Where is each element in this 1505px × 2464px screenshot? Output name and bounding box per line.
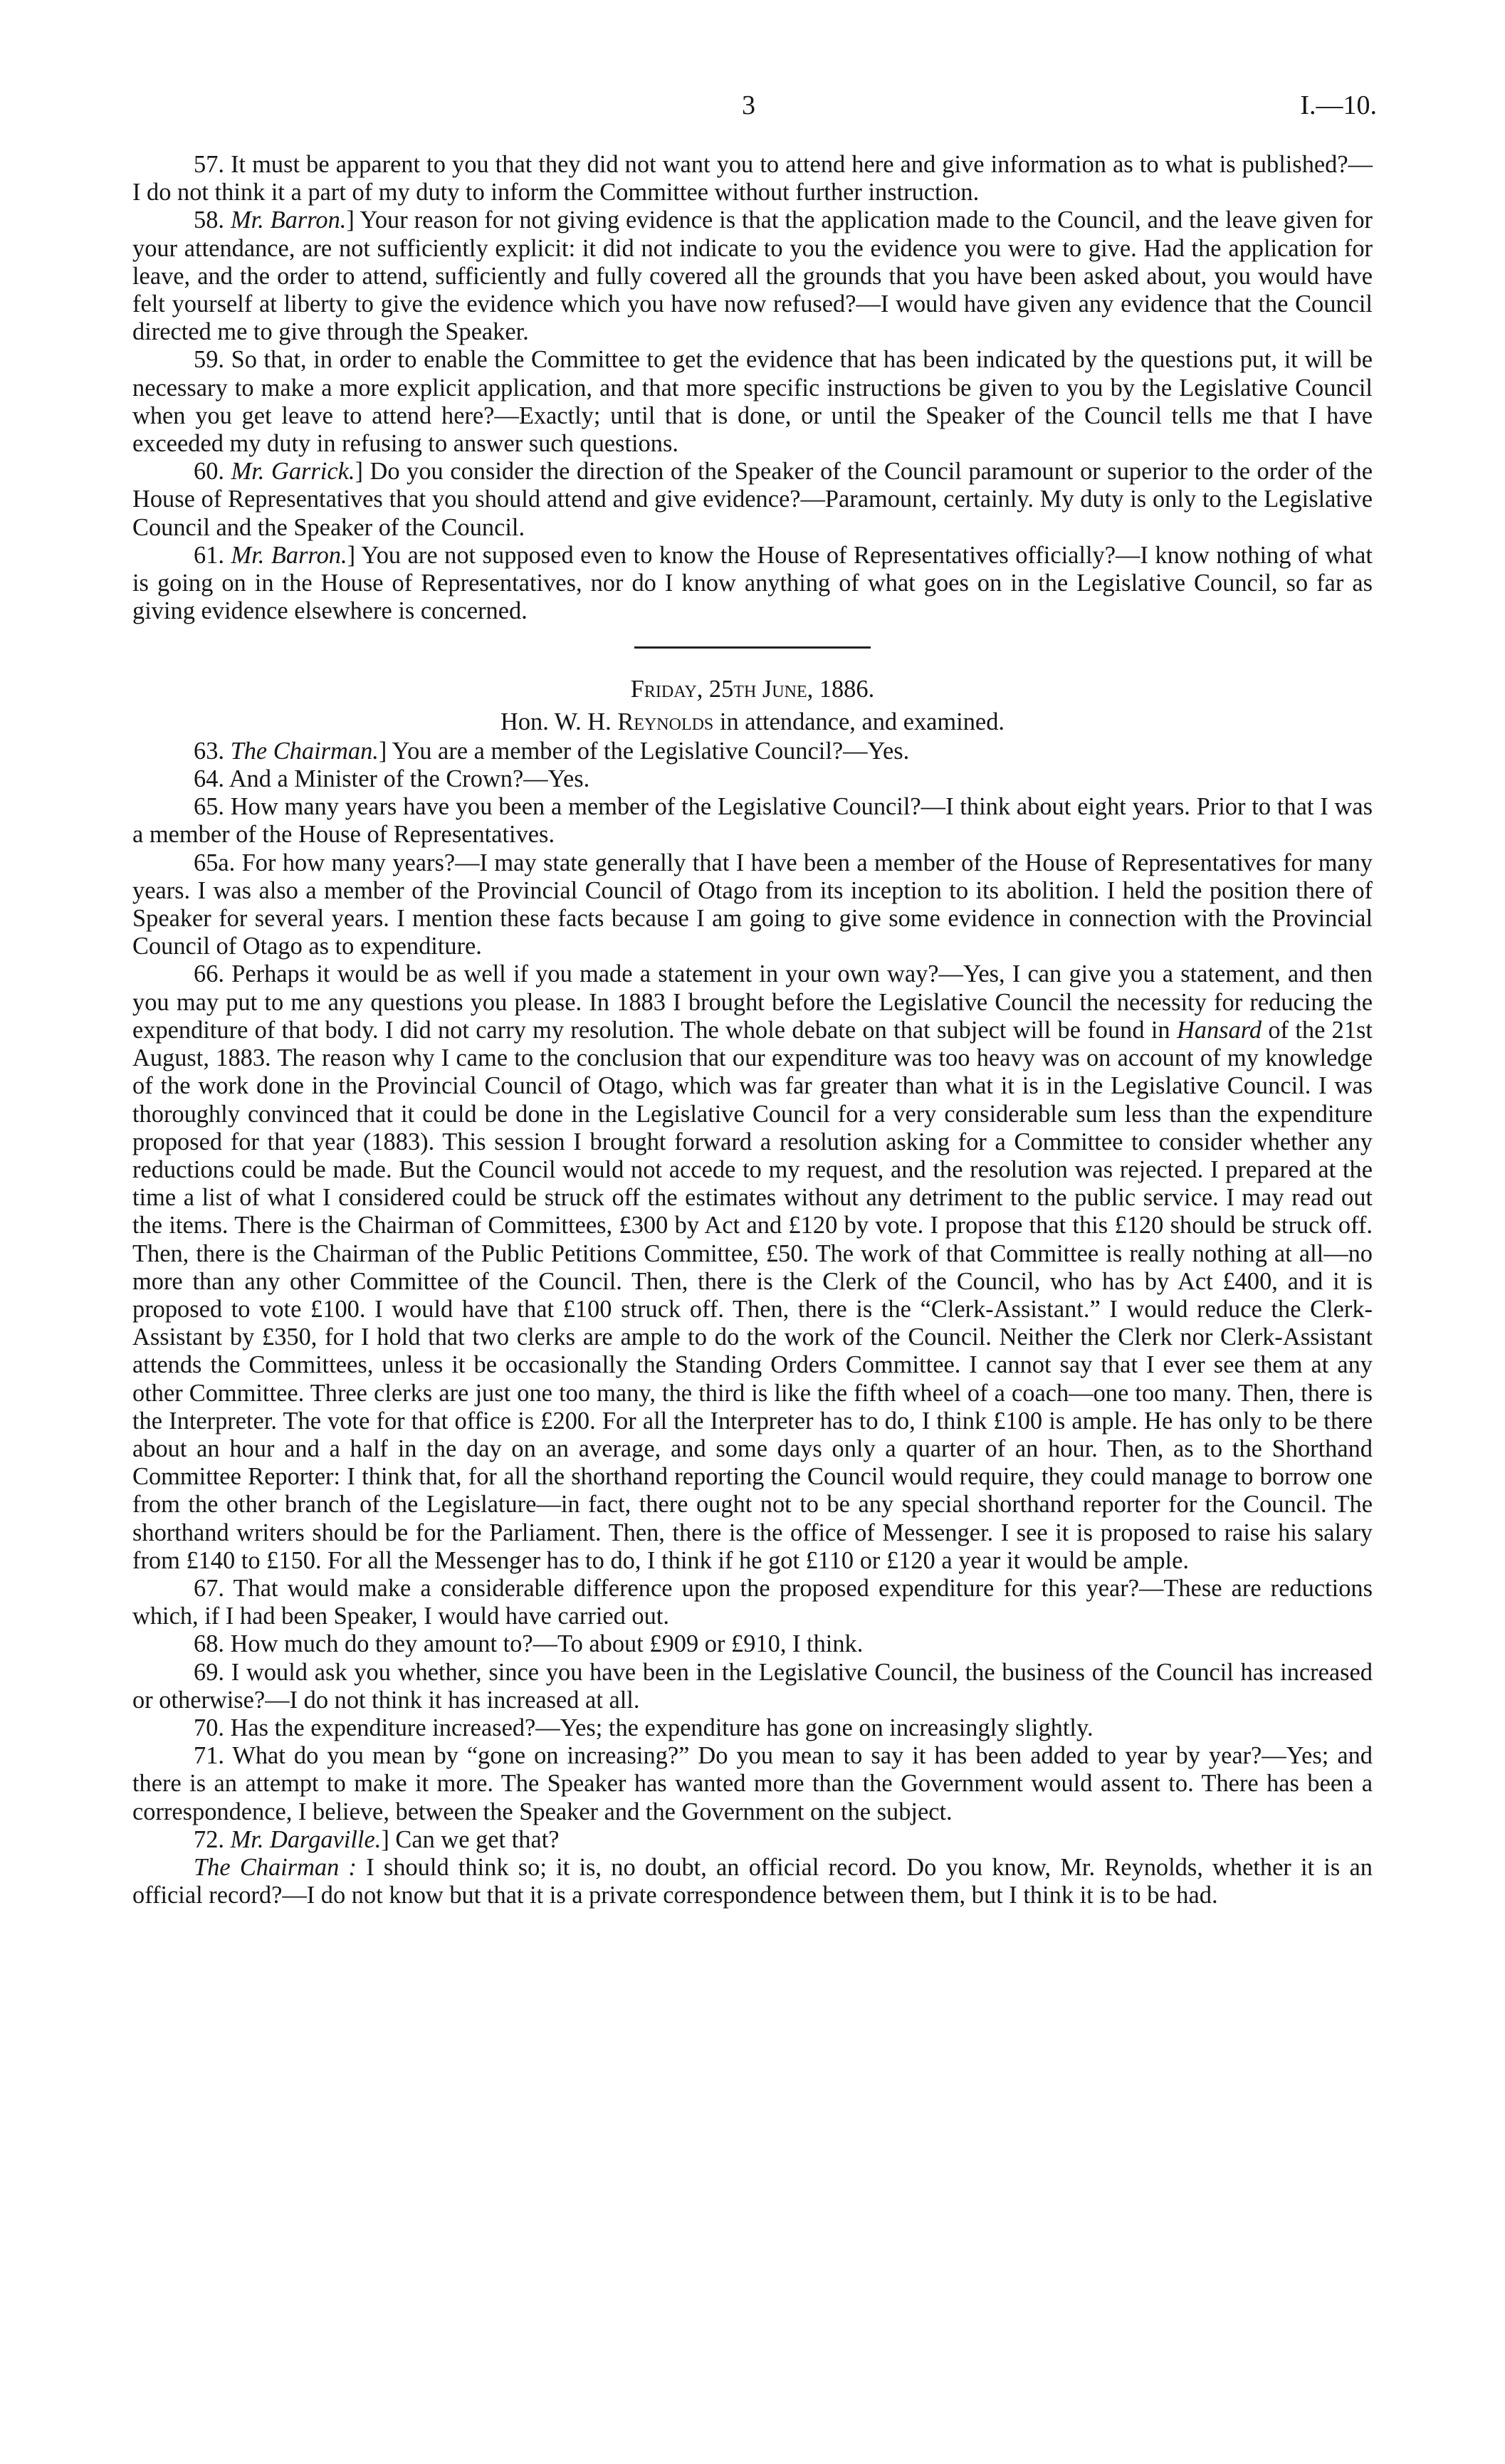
paragraph-60: 60. Mr. Garrick.] Do you consider the direction of the Speaker of the Council paramount or superior to the order of the House of Representatives that you should attend and give evidence?—Paramount, certainly. My duty is only to the Legislative Council and the Speaker of the Council. (132, 458, 1373, 541)
attendance-note: in attendance, and examined. (719, 708, 1005, 735)
question-number: 72. (194, 1825, 224, 1853)
paragraph-63: 63. The Chairman.] You are a member of the Legislative Council?—Yes. (194, 737, 910, 765)
section-divider (634, 646, 871, 649)
paragraph-text: You are not supposed even to know the House of Representatives officially?—I know nothing of what is going on in the House of Representatives, nor do I know anything of what goes on in the Legislative Council, so far as giving evidence elsewhere is concerned. (132, 541, 1373, 625)
paragraph-67: 67. That would make a considerable difference upon the proposed expenditure for this year?—These are reductions which, if I had been Speaker, I would have carried out. (132, 1574, 1373, 1630)
speaker-name: The Chairman : (194, 1853, 357, 1881)
paragraph-65a: 65a. For how many years?—I may state generally that I have been a member of the House of Representatives for many years. I was also a member of the Provincial Council of Otago from its inception to its abolition. I held the position there of Speaker for several years. I mention these facts because I am going to give some evidence in connection with the Provincial Council of Otago as to expenditure. (132, 849, 1373, 960)
paragraph-text: 66. Perhaps it would be as well if you made a statement in your own way?—Yes, I can give you a statement, and then you may put to me any questions you please. In 1883 I brought before the Legislative Council the necessity for reducing the expenditure of that body. I did not carry my resolution. The whole debate on that subject will be found in (132, 960, 1373, 1044)
hansard-reference: Hansard (1176, 1016, 1262, 1044)
page-header (0, 90, 1505, 132)
question-number: 60. (194, 458, 224, 486)
question-number: 58. (194, 206, 224, 234)
paragraph-71: 71. What do you mean by “gone on increasing?” Do you mean to say it has been added to year by year?—Yes; and there is an attempt to make it more. The Speaker has wanted more than the Government would assent to. There has been a correspondence, I believe, between the Speaker and the Government on the subject. (132, 1742, 1373, 1825)
witness-title: Hon. W. H. (500, 708, 612, 735)
paragraph-text: Your reason for not giving evidence is that the application made to the Council, and the leave given for your attendance, are not sufficiently explicit: it did not indicate to you the evidence you were to give. Had the application for leave, and the order to attend, sufficiently and fully covered all the grounds that you have been asked about, you would have felt yourself at liberty to give the evidence which you have now refused?—I would have given any evidence that the Council directed me to give through the Speaker. (132, 206, 1373, 346)
paragraph-text: You are a member of the Legislative Council?—Yes. (392, 737, 910, 765)
paragraph-57: 57. It must be apparent to you that they did not want you to attend here and give information as to what is published?—I do not think it a part of my duty to inform the Committee without further instruction. (132, 151, 1373, 206)
witness-attendance (132, 708, 1373, 736)
paragraph-70: 70. Has the expenditure increased?—Yes; the expenditure has gone on increasingly slightly. (194, 1714, 1094, 1741)
paragraph-68: 68. How much do they amount to?—To about £909 or £910, I think. (194, 1630, 864, 1658)
paragraph-text: Do you consider the direction of the Speaker of the Council paramount or superior to the order of the House of Representatives that you should attend and give evidence?—Paramount, certainly. My duty is only to the Legislative Council and the Speaker of the Council. (132, 458, 1373, 541)
paragraph-58: 58. Mr. Barron.] Your reason for not giving evidence is that the application made to the Council, and the leave given for your attendance, are not sufficiently explicit: it did not indicate to you the evidence you were to give. Had the application for leave, and the order to attend, sufficiently and fully covered all the grounds that you have been asked about, you would have felt yourself at liberty to give the evidence which you have now refused?—I would have given any evidence that the Council directed me to give through the Speaker. (132, 206, 1373, 346)
paragraph-59: 59. So that, in order to enable the Committee to get the evidence that has been indicated by the questions put, it will be necessary to make a more explicit application, and that more specific instructions be given to you by the Legislative Council when you get leave to attend here?—Exactly; until that is done, or until the Speaker of the Council tells me that I have exceeded my duty in refusing to answer such questions. (132, 346, 1373, 458)
paragraph-69: 69. I would ask you whether, since you have been in the Legislative Council, the business of the Council has increased or otherwise?—I do not think it has increased at all. (132, 1658, 1373, 1714)
paper-reference: I.—10. (1300, 90, 1377, 120)
witness-name: Reynolds (617, 708, 714, 735)
speaker-name: The Chairman. (230, 737, 379, 765)
paragraph-66 (132, 960, 1373, 1574)
paragraph-text: Can we get that? (395, 1825, 560, 1853)
paragraph-73 (132, 1854, 1373, 1909)
speaker-name: Mr. Garrick. (231, 458, 355, 486)
paragraph-65: 65. How many years have you been a member of the Legislative Council?—I think about eight years. Prior to that I was a member of the House of Representatives. (132, 793, 1373, 849)
session-date: Friday, 25th June, 1886. (630, 676, 875, 703)
paragraph-64: 64. And a Minister of the Crown?—Yes. (194, 765, 590, 793)
speaker-name: Mr. Barron. (230, 206, 347, 234)
question-number: 61. (194, 541, 224, 569)
speaker-name: Mr. Dargaville. (230, 1825, 382, 1853)
question-number: 63. (194, 737, 224, 765)
speaker-name: Mr. Barron. (231, 541, 347, 569)
page-body (132, 151, 1373, 1909)
paragraph-text: of the 21st August, 1883. The reason why I came to the conclusion that our expenditure was too heavy was on account of my knowledge of the work done in the Provincial Council of Otago, which was far greater than what it is in the Legislative Council. I was thoroughly convinced that it could be done in the Legislative Council for a very considerable sum less than the expenditure proposed for that year (1883). This session I brought forward a resolution asking for a Committee to consider whether any reductions could be made. But the Council would not accede to my request, and the resolution was rejected. I prepared at the time a list of what I considered could be struck off the estimates without any detriment to the public service. I may read out the items. There is the Chairman of Committees, £300 by Act and £120 by vote. I propose that this £120 should be struck off. Then, there is the Chairman of the Public Petitions Committee, £50. The work of that Committee is really nothing at all—no more than any other Committee of the Council. Then, there is the Clerk of the Council, who has by Act £400, and it is proposed to vote £100. I would have that £100 struck off. Then, there is the “Clerk-Assistant.” I would reduce the Clerk-Assistant by £350, for I hold that two clerks are ample to do the work of the Council. Neither the Clerk nor Clerk-Assistant attends the Committees, unless it be occasionally the Standing Orders Committee. I cannot say that I ever see them at any other Committee. Three clerks are just one too many, the third is like the fifth wheel of a coach—one too many. Then, there is the Interpreter. The vote for that office is £200. For all the Interpreter has to do, I think £100 is ample. He has only to be there about an hour and a half in the day on an average, and some days only a quarter of an hour. Then, as to the Shorthand Committee Reporter: I think that, for all the shorthand reporting the Council would require, they could manage to borrow one from the other branch of the Legislature—in fact, there ought not to be any special shorthand reporter for the Council. The shorthand writers should be for the Parliament. Then, there is the office of Messenger. I see it is proposed to raise his salary from £140 to £150. For all the Messenger has to do, I think if he got £110 or £120 a year it would be ample. (132, 1016, 1373, 1574)
paragraph-72: 72. Mr. Dargaville.] Can we get that? (194, 1825, 560, 1853)
page-number: 3 (742, 90, 755, 120)
paragraph-61: 61. Mr. Barron.] You are not supposed even to know the House of Representatives officially?—I know nothing of what is going on in the House of Representatives, nor do I know anything of what goes on in the Legislative Council, so far as giving evidence elsewhere is concerned. (132, 541, 1373, 625)
paragraph-text: I should think so; it is, no doubt, an official record. Do you know, Mr. Reynolds, whether it is an official record?—I do not know but that it is a private correspondence between them, but I think it is to be had. (132, 1853, 1373, 1909)
